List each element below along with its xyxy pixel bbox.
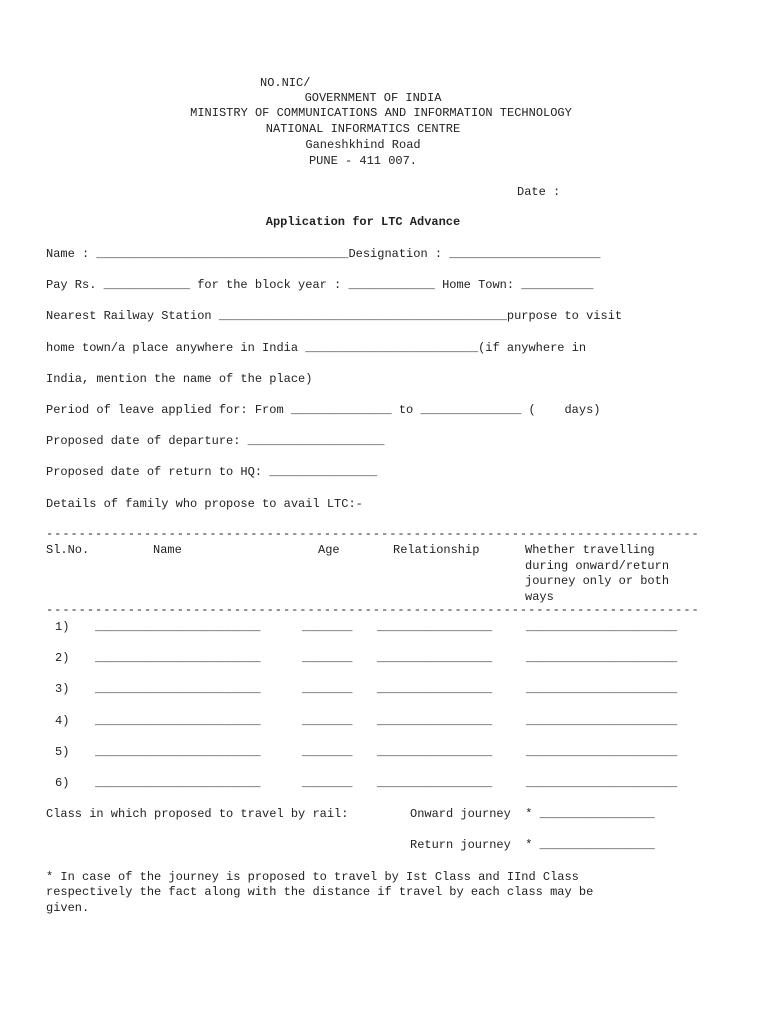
- relationship-blank[interactable]: ________________: [377, 682, 493, 696]
- relationship-blank[interactable]: ________________: [377, 620, 493, 634]
- return-hq-line: Proposed date of return to HQ: _______________: [46, 465, 378, 479]
- reference-number: NO.NIC/: [260, 76, 311, 90]
- name-blank[interactable]: _______________________: [95, 682, 261, 696]
- travel-blank[interactable]: _____________________: [526, 620, 678, 634]
- header-whether-3: journey only or both: [525, 574, 670, 588]
- travel-class-label: Class in which proposed to travel by rail:: [46, 807, 349, 821]
- travel-blank[interactable]: _____________________: [526, 776, 678, 790]
- age-blank[interactable]: _______: [302, 776, 353, 790]
- header-whether-1: Whether travelling: [525, 543, 655, 557]
- header-relationship: Relationship: [393, 543, 480, 557]
- header-age: Age: [318, 543, 340, 557]
- footnote-line-3: given.: [46, 901, 90, 915]
- row-number: 3): [55, 682, 70, 696]
- name-blank[interactable]: _______________________: [95, 651, 261, 665]
- row-number: 6): [55, 776, 70, 790]
- footnote-line-2: respectively the fact along with the distance if travel by each class may be: [46, 885, 594, 899]
- name-blank[interactable]: _______________________: [95, 745, 261, 759]
- travel-blank[interactable]: _____________________: [526, 745, 678, 759]
- name-blank[interactable]: _______________________: [95, 776, 261, 790]
- india-place-line: India, mention the name of the place): [46, 372, 313, 386]
- pay-line: Pay Rs. ____________ for the block year : ____________ Home Town: __________: [46, 278, 594, 292]
- travel-blank[interactable]: _____________________: [526, 714, 678, 728]
- centre-line: NATIONAL INFORMATICS CENTRE: [265, 122, 461, 136]
- row-number: 2): [55, 651, 70, 665]
- return-journey-line: Return journey * ________________: [410, 838, 655, 852]
- name-blank[interactable]: _______________________: [95, 620, 261, 634]
- family-details-line: Details of family who propose to avail LTC:-: [46, 497, 363, 511]
- table-top-rule: --------------------------------------------------------------------------------: [46, 527, 700, 541]
- relationship-blank[interactable]: ________________: [377, 714, 493, 728]
- relationship-blank[interactable]: ________________: [377, 651, 493, 665]
- leave-period-line: Period of leave applied for: From ______________ to ______________ ( days): [46, 403, 601, 417]
- header-whether-4: ways: [525, 590, 554, 604]
- station-line: Nearest Railway Station ________________________________________purpose to visit: [46, 309, 623, 323]
- departure-line: Proposed date of departure: ___________________: [46, 434, 385, 448]
- header-name: Name: [153, 543, 182, 557]
- age-blank[interactable]: _______: [302, 651, 353, 665]
- name-designation-line: Name : ___________________________________Designation : _____________________: [46, 247, 601, 261]
- row-number: 5): [55, 745, 70, 759]
- name-blank[interactable]: _______________________: [95, 714, 261, 728]
- travel-blank[interactable]: _____________________: [526, 682, 678, 696]
- header-whether-2: during onward/return: [525, 559, 670, 573]
- footnote-line-1: * In case of the journey is proposed to travel by Ist Class and IInd Class: [46, 870, 579, 884]
- table-header-rule: --------------------------------------------------------------------------------: [46, 603, 700, 617]
- row-number: 4): [55, 714, 70, 728]
- travel-blank[interactable]: _____________________: [526, 651, 678, 665]
- onward-journey-line: Onward journey * ________________: [410, 807, 655, 821]
- relationship-blank[interactable]: ________________: [377, 776, 493, 790]
- age-blank[interactable]: _______: [302, 620, 353, 634]
- government-line: GOVERNMENT OF INDIA: [304, 91, 442, 105]
- ministry-line: MINISTRY OF COMMUNICATIONS AND INFORMATION TECHNOLOGY: [190, 106, 572, 120]
- age-blank[interactable]: _______: [302, 682, 353, 696]
- hometown-line: home town/a place anywhere in India ________________________(if anywhere in: [46, 341, 587, 355]
- document-title: Application for LTC Advance: [265, 215, 461, 229]
- age-blank[interactable]: _______: [302, 745, 353, 759]
- row-number: 1): [55, 620, 70, 634]
- relationship-blank[interactable]: ________________: [377, 745, 493, 759]
- date-label: Date :: [517, 185, 561, 199]
- age-blank[interactable]: _______: [302, 714, 353, 728]
- road-line: Ganeshkhind Road: [305, 138, 421, 152]
- city-line: PUNE - 411 007.: [308, 154, 418, 168]
- header-slno: Sl.No.: [46, 543, 90, 557]
